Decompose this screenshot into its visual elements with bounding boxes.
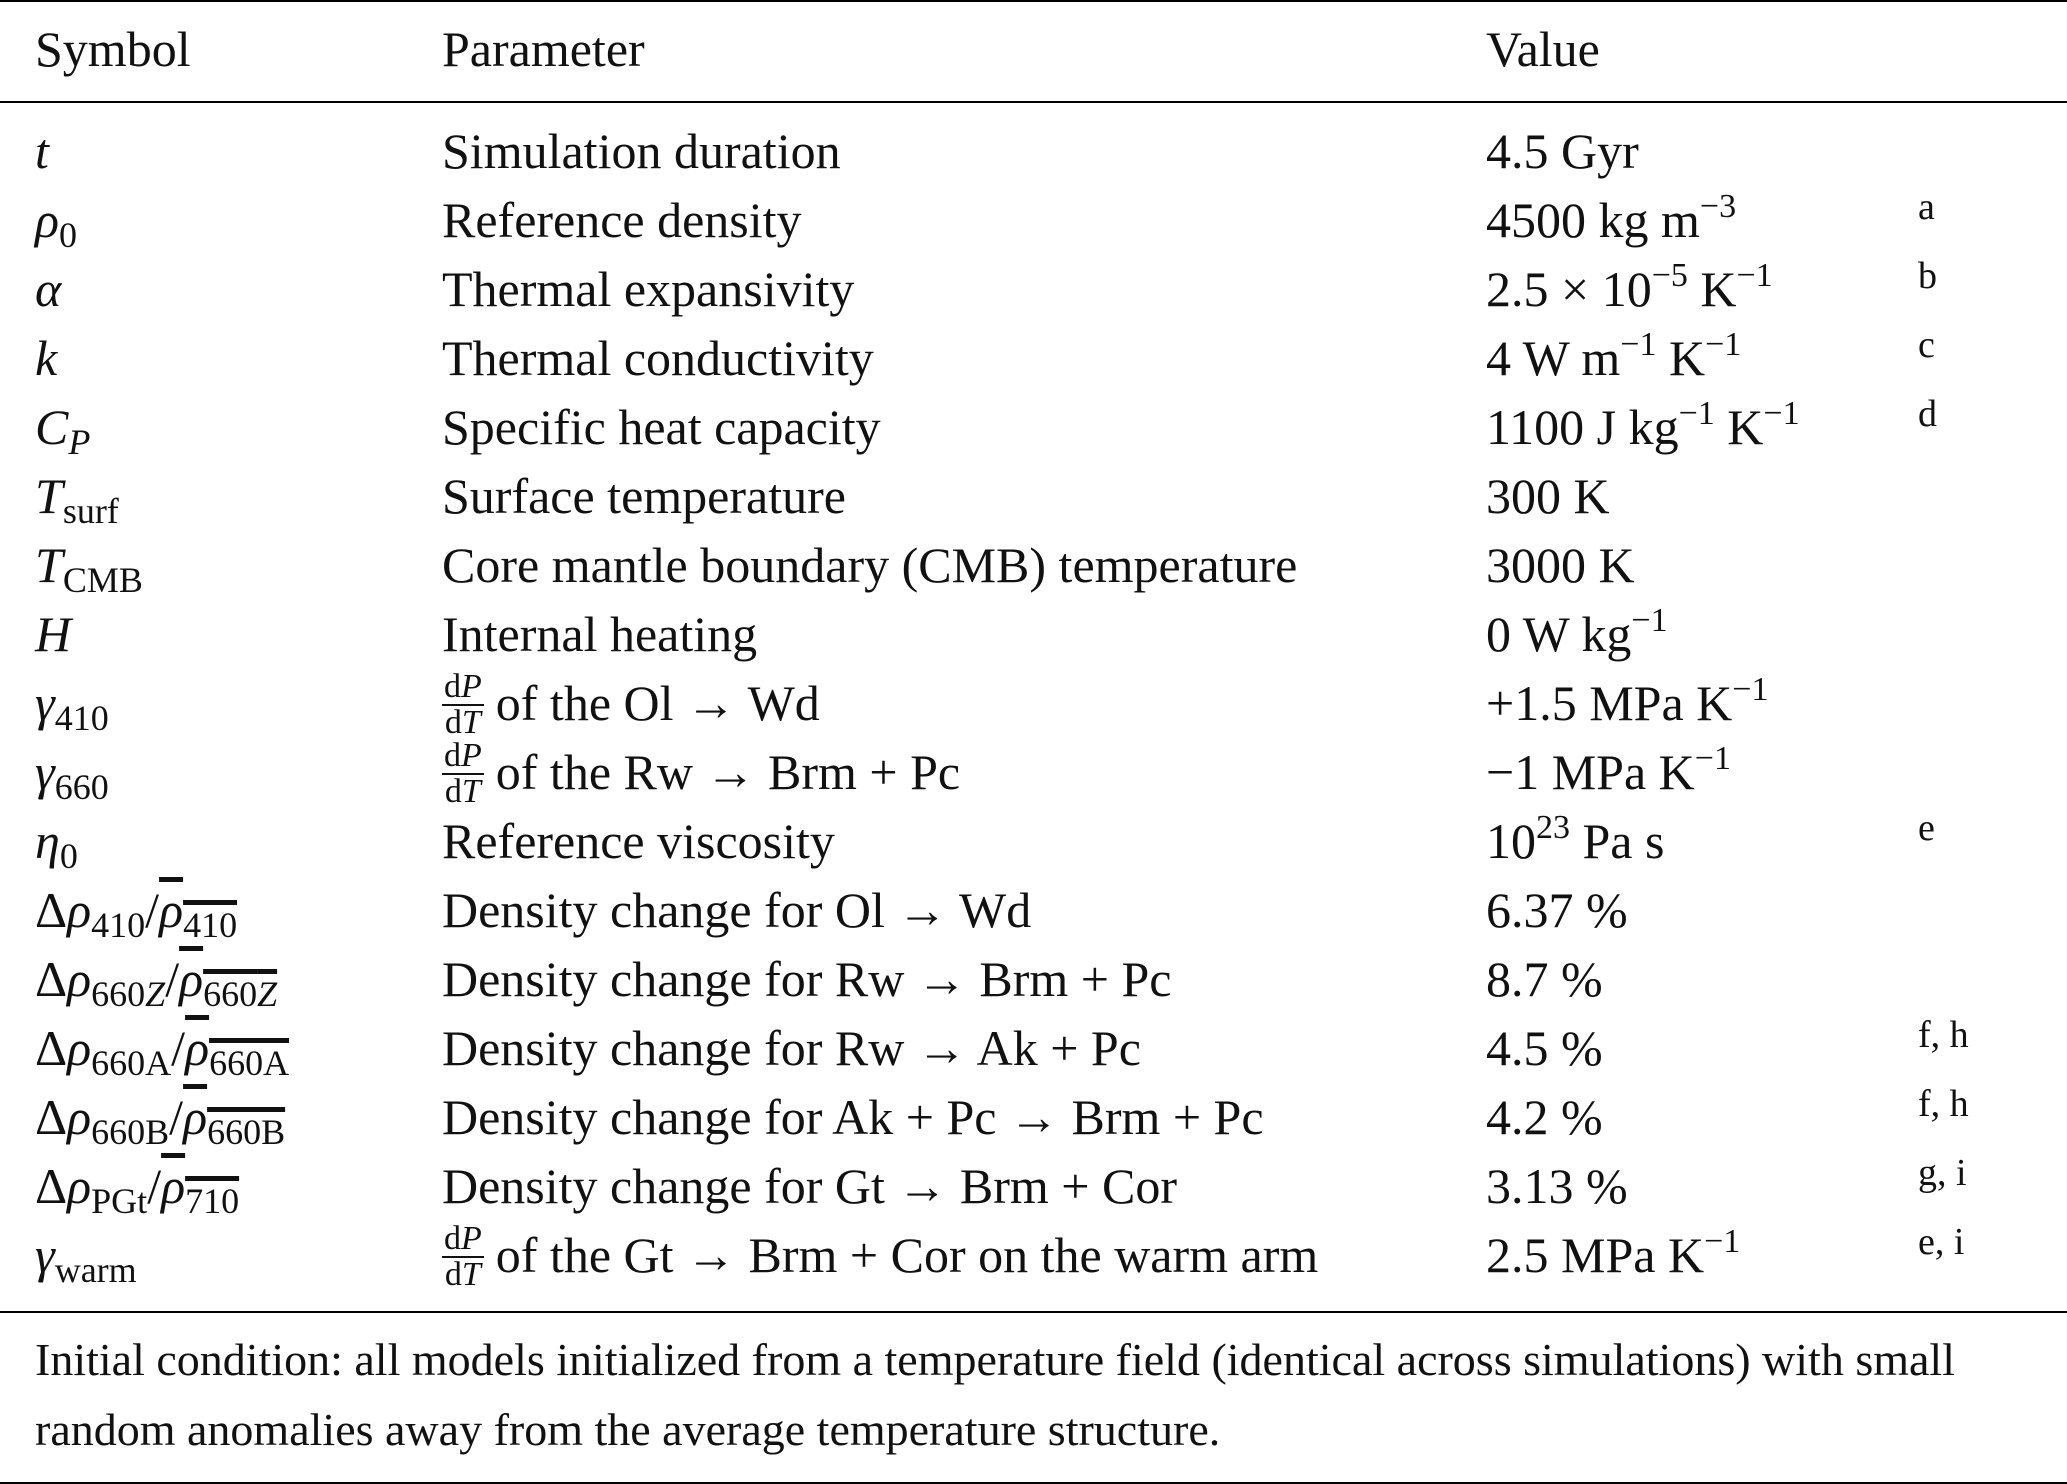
footnote-marker: a <box>1918 186 1935 228</box>
body-bottom-rule <box>0 1311 2067 1313</box>
value-cell: 6.37 % <box>1486 882 1628 938</box>
header-value: Value <box>1486 21 1600 77</box>
footnote-marker: e <box>1918 807 1935 849</box>
header-symbol: Symbol <box>35 21 191 77</box>
value-cell: 4.5 Gyr <box>1486 123 1639 179</box>
table-row <box>0 530 2067 599</box>
value-cell: $10^{23}$ Pa s <box>1486 809 1665 869</box>
parameter-cell: $\frac{dP}{dT}$ of the Ol → Wd <box>444 667 820 741</box>
symbol-cell: $\gamma_{660}$ <box>35 744 109 807</box>
table-row <box>0 254 2067 323</box>
parameter-cell: Density change for Rw → Brm + Pc <box>442 951 1172 1007</box>
symbol-cell: $\eta_0$ <box>35 813 78 876</box>
symbol-cell: $\Delta\rho_{660B}/\rho_{660B}$ <box>35 1089 286 1152</box>
footnote-marker: f, h <box>1918 1014 1969 1056</box>
header-rule <box>0 101 2067 103</box>
symbol-cell: k <box>35 330 58 386</box>
parameter-cell: Reference density <box>442 192 802 248</box>
symbol-cell: H <box>35 606 72 662</box>
footnote-marker: b <box>1918 255 1937 297</box>
symbol-cell: t <box>35 123 49 179</box>
symbol-cell: $\gamma_{410}$ <box>35 675 109 738</box>
table-row <box>0 461 2067 530</box>
table-row <box>0 116 2067 185</box>
parameter-cell: Simulation duration <box>442 123 841 179</box>
value-cell: 3000 K <box>1486 537 1635 593</box>
table-row <box>0 1151 2067 1220</box>
value-cell: 4.5 % <box>1486 1020 1603 1076</box>
parameter-cell: Internal heating <box>442 606 758 662</box>
dp-dt-fraction: $\frac{dP}{dT}$ <box>444 667 482 741</box>
value-cell: 2.5 MPa $K^{-1}$ <box>1486 1223 1741 1283</box>
symbol-cell: $\Delta\rho_{660Z}/\rho_{660Z}$ <box>35 951 278 1014</box>
dp-dt-fraction: $\frac{dP}{dT}$ <box>444 736 482 810</box>
table-row <box>0 667 2067 741</box>
value-cell: 0 W $kg^{-1}$ <box>1486 602 1668 662</box>
value-cell: 4 W $m^{-1}$ $K^{-1}$ <box>1486 326 1742 386</box>
symbol-cell: $T_{CMB}$ <box>35 537 143 600</box>
table-row <box>0 1013 2067 1082</box>
symbol-cell: $C_P$ <box>35 399 91 462</box>
parameter-cell: Density change for Gt → Brm + Cor <box>442 1158 1178 1214</box>
parameter-cell: Thermal expansivity <box>442 261 855 317</box>
parameter-cell: Reference viscosity <box>442 813 835 869</box>
table-row <box>0 944 2067 1013</box>
parameter-cell: Density change for Ol → Wd <box>442 882 1032 938</box>
parameter-cell: Specific heat capacity <box>442 399 881 455</box>
header-parameter: Parameter <box>442 21 645 77</box>
parameter-cell: Thermal conductivity <box>442 330 874 386</box>
symbol-cell: $\Delta\rho_{410}/\rho_{410}$ <box>35 882 238 945</box>
parameter-cell: $\frac{dP}{dT}$ of the Gt → Brm + Cor on the warm arm <box>444 1219 1319 1293</box>
footnote-marker: e, i <box>1918 1221 1965 1263</box>
table-row <box>0 392 2067 461</box>
table-row <box>0 806 2067 875</box>
table-row <box>0 185 2067 254</box>
footnote-marker: d <box>1918 393 1937 435</box>
parameter-cell: Density change for Ak + Pc → Brm + Pc <box>442 1089 1264 1145</box>
footnote-marker: g, i <box>1918 1152 1967 1194</box>
table-row <box>0 875 2067 944</box>
dp-dt-fraction: $\frac{dP}{dT}$ <box>444 1219 482 1293</box>
symbol-cell: $T_{surf}$ <box>35 468 119 531</box>
value-cell: 4.2 % <box>1486 1089 1603 1145</box>
value-cell: 3.13 % <box>1486 1158 1628 1214</box>
table-row <box>0 736 2067 810</box>
value-cell: 300 K <box>1486 468 1610 524</box>
table-row <box>0 1082 2067 1151</box>
value-cell: 8.7 % <box>1486 951 1603 1007</box>
parameter-cell: Density change for Rw → Ak + Pc <box>442 1020 1141 1076</box>
table-row <box>0 599 2067 668</box>
value-cell: 1100 J $kg^{-1}$ $K^{-1}$ <box>1486 395 1800 455</box>
symbol-cell: α <box>35 261 62 317</box>
value-cell: −1 MPa $K^{-1}$ <box>1486 740 1731 800</box>
value-cell: 4500 kg $m^{-3}$ <box>1486 188 1737 248</box>
symbol-cell: $\gamma_{warm}$ <box>35 1227 137 1290</box>
parameter-cell: Surface temperature <box>442 468 846 524</box>
initial-condition-note: Initial condition: all models initialized from a temperature field (identical across simulations) with small random anomalies away from the average temperature structure. <box>35 1334 1955 1455</box>
footnote-marker: f, h <box>1918 1083 1969 1125</box>
parameter-cell: $\frac{dP}{dT}$ of the Rw → Brm + Pc <box>444 736 961 810</box>
symbol-cell: $\rho_0$ <box>35 192 77 255</box>
parameter-cell: Core mantle boundary (CMB) temperature <box>442 537 1298 593</box>
footnote-marker: c <box>1918 324 1935 366</box>
table-row <box>0 1219 2067 1293</box>
table-row <box>0 323 2067 392</box>
symbol-cell: $\Delta\rho_{PGt}/\rho_{710}$ <box>35 1158 240 1221</box>
symbol-cell: $\Delta\rho_{660A}/\rho_{660A}$ <box>35 1020 290 1083</box>
value-cell: $2.5 \times 10^{-5}$ $K^{-1}$ <box>1486 257 1773 317</box>
value-cell: +1.5 MPa $K^{-1}$ <box>1486 671 1769 731</box>
table-top-rule <box>0 0 2067 2</box>
